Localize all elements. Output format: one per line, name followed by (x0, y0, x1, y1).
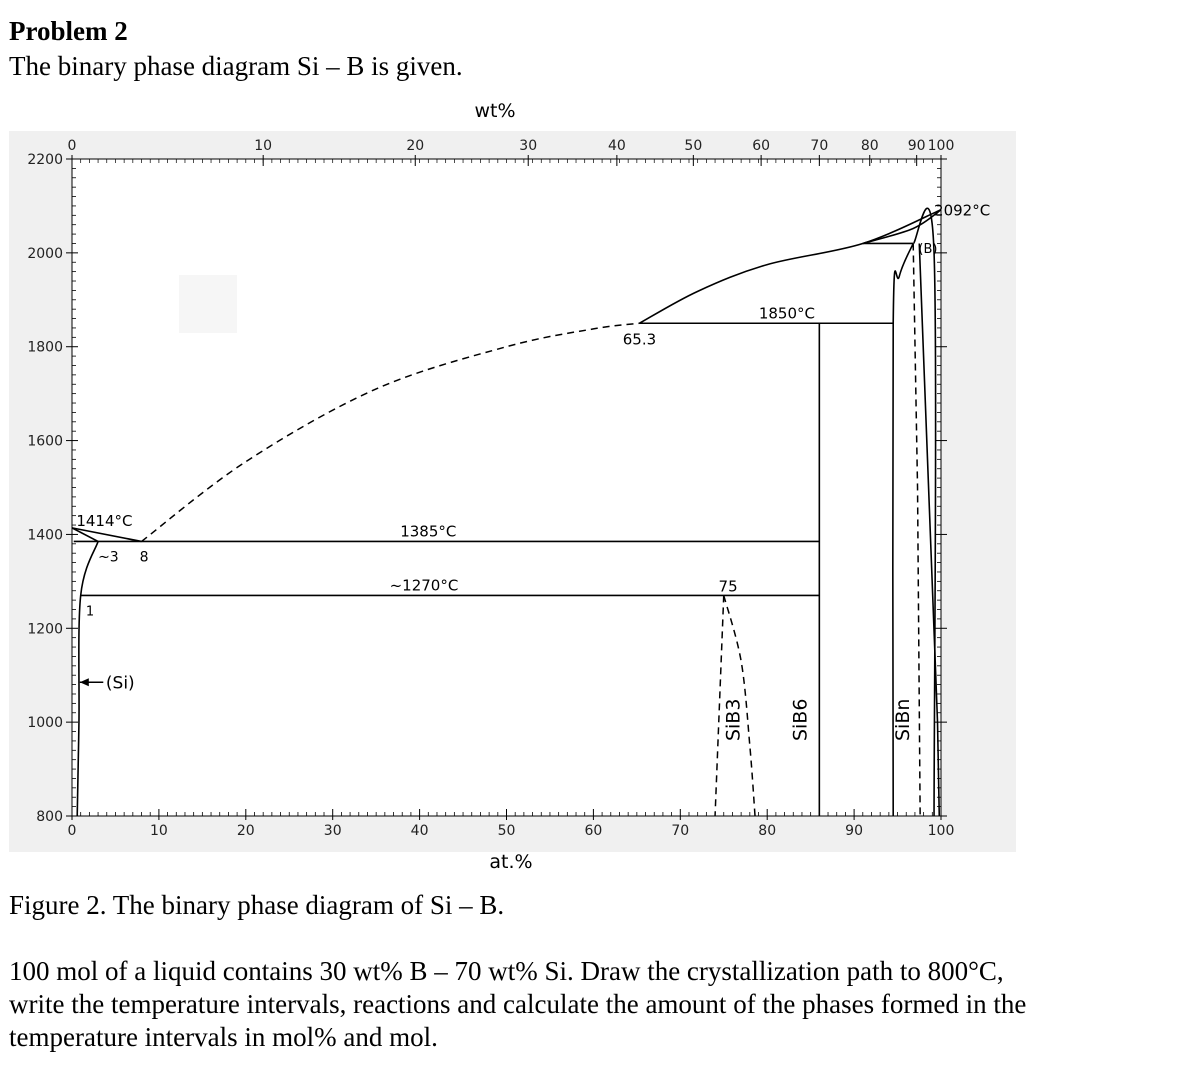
problem-intro: The binary phase diagram Si – B is given. (9, 51, 463, 81)
problem-text-line-2: write the temperature intervals, reactions and calculate the amount of the phases formed in the (9, 989, 1027, 1019)
top-tick-label: 80 (860, 138, 879, 154)
peritectic-temp-label: 1850°C (758, 304, 815, 323)
problem-text-line-3: temperature intervals in mol% and mol. (9, 1022, 438, 1052)
top-axis-label: wt% (474, 100, 516, 122)
top-tick-label: 90 (907, 138, 926, 154)
top-tick-label: 60 (752, 138, 771, 154)
phase-diagram (9, 95, 1016, 880)
phase-diagram-svg (9, 95, 1016, 880)
x-tick-label: 20 (236, 823, 255, 839)
top-tick-label: 20 (406, 138, 425, 154)
eutectic-temp-label: 1385°C (400, 522, 457, 541)
faint-artifact (179, 275, 237, 333)
top-tick-label: 100 (927, 138, 955, 154)
x-tick-label: 50 (497, 823, 516, 839)
problem-text (9, 955, 1169, 1054)
x-tick-label: 80 (758, 823, 777, 839)
x-tick-label: 60 (584, 823, 603, 839)
x-tick-label: 40 (410, 823, 429, 839)
phase-sib3-label: SiB3 (722, 698, 745, 742)
top-tick-label: 40 (607, 138, 626, 154)
y-tick-label: 1400 (27, 527, 63, 544)
y-tick-label: 1000 (27, 715, 63, 732)
top-tick-label: 50 (684, 138, 703, 154)
x-tick-label: 10 (149, 823, 168, 839)
y-tick-label: 800 (36, 809, 63, 825)
top-tick-label: 0 (67, 138, 77, 154)
figure-caption: Figure 2. The binary phase diagram of Si – B. (9, 890, 505, 920)
comp-sib3-label: 75 (718, 577, 738, 596)
phase-sib6-label: SiB6 (789, 698, 812, 742)
y-tick-label: 1800 (27, 339, 63, 356)
b-melting-label: 2092°C (934, 201, 991, 220)
x-tick-label: 100 (927, 823, 955, 839)
x-tick-label: 0 (67, 823, 77, 839)
si-melting-label: 1414°C (76, 511, 133, 530)
top-tick-label: 10 (254, 138, 273, 154)
x-tick-label: 70 (671, 823, 690, 839)
y-tick-label: 1600 (27, 433, 63, 450)
comp-solvus-low-label: 1 (85, 604, 95, 620)
comp-eutectic-label: 8 (139, 549, 149, 566)
phase-si-label: (Si) (105, 673, 135, 694)
problem-title: Problem 2 (9, 16, 128, 46)
y-tick-label: 2000 (27, 245, 63, 262)
comp-peritectic-liquid-label: 65.3 (622, 330, 657, 349)
comp-solvus-high-label: ~3 (98, 549, 119, 566)
bottom-axis-label: at.% (489, 851, 533, 873)
phase-sibn-label: SiBn (891, 698, 914, 742)
y-tick-label: 1200 (27, 621, 63, 638)
phase-b-label: (B) (918, 241, 938, 257)
top-tick-label: 30 (519, 138, 538, 154)
problem-text-line-1: 100 mol of a liquid contains 30 wt% B – 70 wt% Si. Draw the crystallization path to 800°C, (9, 956, 1004, 986)
peritectoid-temp-label: ~1270°C (389, 576, 459, 595)
x-tick-label: 30 (323, 823, 342, 839)
x-tick-label: 90 (845, 823, 864, 839)
top-tick-label: 70 (810, 138, 829, 154)
y-tick-label: 2200 (27, 152, 63, 168)
